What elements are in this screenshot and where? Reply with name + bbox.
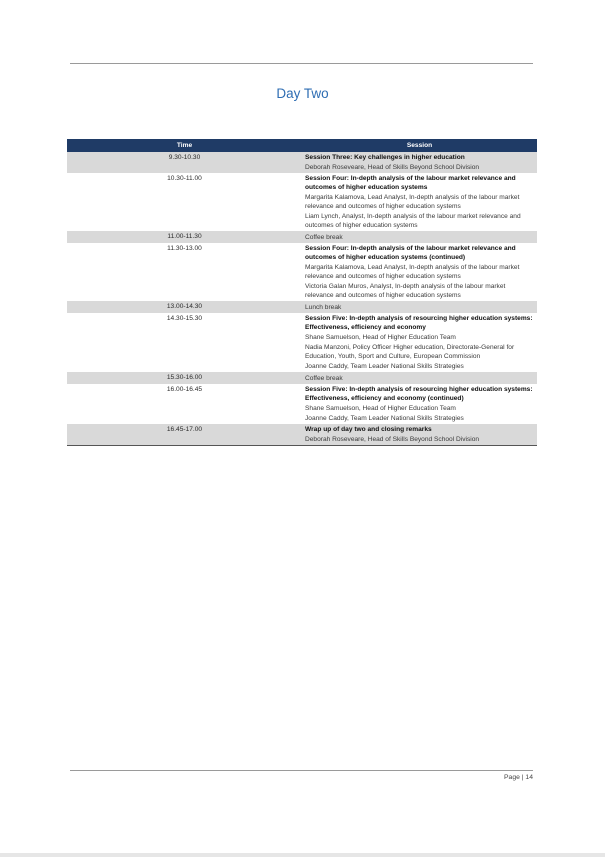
speaker-line: Nadia Manzoni, Policy Officer Higher education, Directorate-General for Education, Youth, Sport and Culture, European Commission xyxy=(305,344,515,360)
agenda-table xyxy=(67,139,537,446)
session-title: Session Three: Key challenges in higher education xyxy=(305,154,465,161)
session-cell xyxy=(302,424,537,446)
time-cell: 16.00-16.45 xyxy=(166,386,203,393)
speaker-line: Margarita Kalamova, Lead Analyst, In-depth analysis of the labour market relevance and outcomes of higher education systems xyxy=(305,264,520,280)
session-cell xyxy=(302,173,537,231)
speaker-line: Deborah Roseveare, Head of Skills Beyond School Division xyxy=(305,164,480,171)
session-title: Session Five: In-depth analysis of resourcing higher education systems: Effectiveness, efficiency and economy xyxy=(305,315,533,331)
speaker-line: Victoria Galan Muros, Analyst, In-depth analysis of the labour market relevance and outcomes of higher education systems xyxy=(305,283,506,299)
session-cell xyxy=(302,301,537,313)
session-cell xyxy=(302,313,537,372)
session-cell xyxy=(302,243,537,301)
agenda-body xyxy=(67,152,537,446)
speaker-line: Margarita Kalamova, Lead Analyst, In-depth analysis of the labour market relevance and outcomes of higher education systems xyxy=(305,194,520,210)
break-label: Coffee break xyxy=(305,234,343,241)
time-cell: 14.30-15.30 xyxy=(166,315,203,322)
table-header-row xyxy=(67,139,537,152)
break-label: Coffee break xyxy=(305,375,343,382)
session-title: Session Four: In-depth analysis of the labour market relevance and outcomes of higher education systems (continued) xyxy=(305,245,516,261)
time-cell: 13.00-14.30 xyxy=(67,301,302,313)
time-cell: 15.30-16.00 xyxy=(67,372,302,384)
table-row xyxy=(67,243,537,301)
time-cell: 11.00-11.30 xyxy=(67,231,302,243)
time-cell: 16.45-17.00 xyxy=(67,424,302,446)
time-column-header: Time xyxy=(67,139,302,152)
table-row xyxy=(67,152,537,173)
session-title: Session Four: In-depth analysis of the labour market relevance and outcomes of higher education systems xyxy=(305,175,516,191)
session-title: Session Five: In-depth analysis of resourcing higher education systems: Effectiveness, efficiency and economy (continued) xyxy=(305,386,533,402)
table-row xyxy=(67,301,537,313)
table-row xyxy=(67,372,537,384)
session-column-header: Session xyxy=(302,139,537,152)
session-cell xyxy=(302,384,537,424)
speaker-line: Joanne Caddy, Team Leader National Skills Strategies xyxy=(305,415,464,422)
table-row xyxy=(67,384,537,424)
session-title: Wrap up of day two and closing remarks xyxy=(305,426,432,433)
break-label: Lunch break xyxy=(305,304,342,311)
time-cell: 11.30-13.00 xyxy=(167,245,202,252)
speaker-line: Shane Samuelson, Head of Higher Education Team xyxy=(305,334,456,341)
table-row xyxy=(67,231,537,243)
time-cell: 9.30-10.30 xyxy=(67,152,302,173)
speaker-line: Liam Lynch, Analyst, In-depth analysis of the labour market relevance and outcomes of higher education systems xyxy=(305,213,521,229)
header-rule xyxy=(70,63,533,64)
page-title: Day Two xyxy=(276,86,329,101)
speaker-line: Joanne Caddy, Team Leader National Skills Strategies xyxy=(305,363,464,370)
table-row xyxy=(67,424,537,446)
footer-rule xyxy=(70,770,533,771)
session-cell xyxy=(302,372,537,384)
speaker-line: Deborah Roseveare, Head of Skills Beyond School Division xyxy=(305,436,480,443)
session-cell xyxy=(302,152,537,173)
speaker-line: Shane Samuelson, Head of Higher Education Team xyxy=(305,405,456,412)
page-bottom-edge xyxy=(0,853,605,857)
session-cell xyxy=(302,231,537,243)
page-number: Page | 14 xyxy=(504,774,533,781)
time-cell: 10.30-11.00 xyxy=(167,175,202,182)
table-row xyxy=(67,173,537,231)
table-row xyxy=(67,313,537,372)
